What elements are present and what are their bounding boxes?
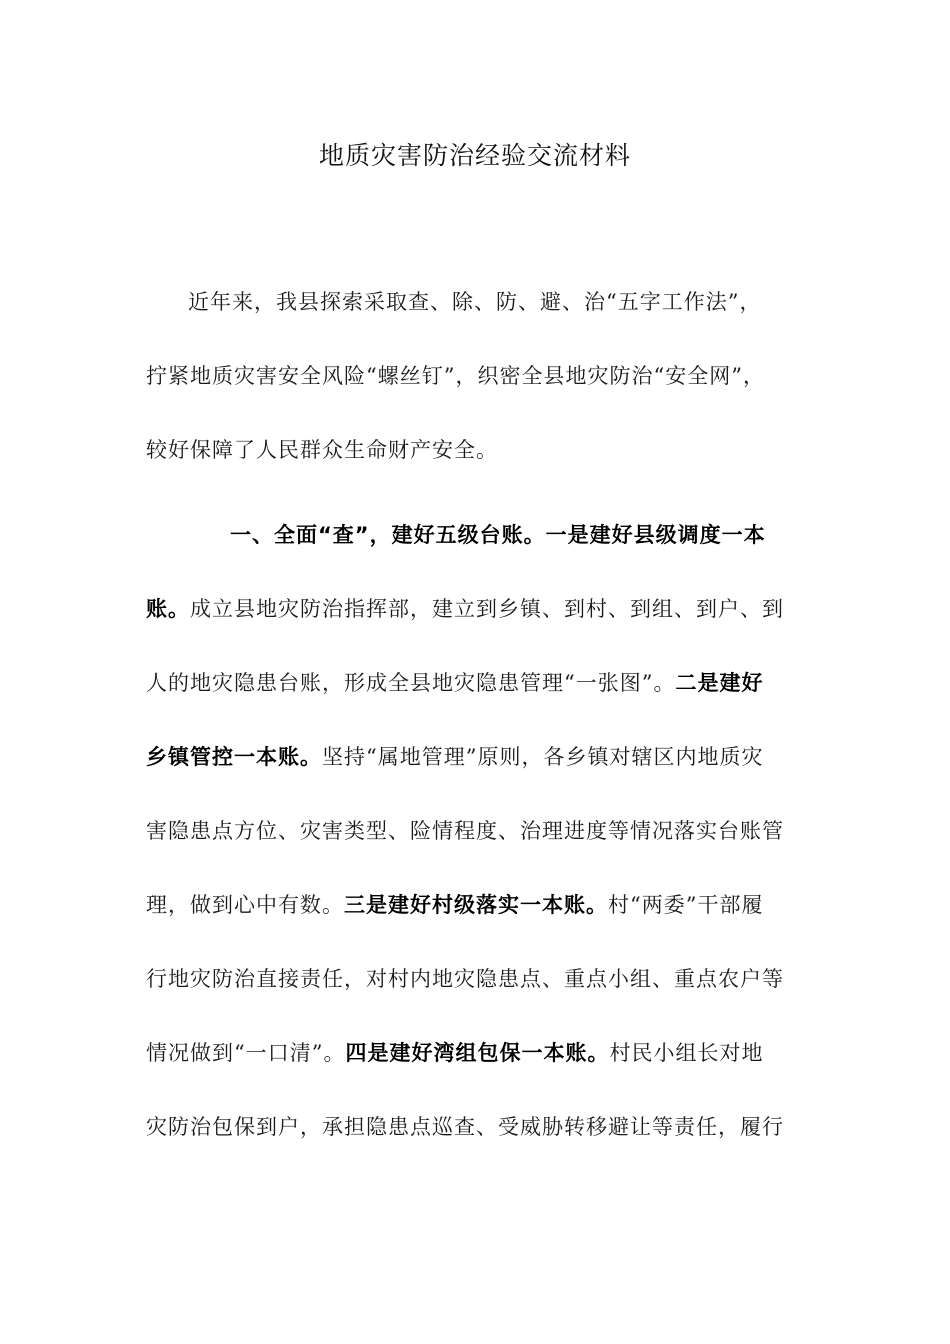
text-run: 理，做到心中有数。 — [146, 893, 344, 917]
section-1-line-4 — [146, 743, 806, 771]
document-title: 地质灾害防治经验交流材料 — [318, 141, 631, 170]
bold-run: 账。 — [146, 597, 190, 621]
section-1-line-1 — [230, 521, 890, 549]
section-1-line-7 — [146, 965, 806, 993]
text-run: 村民小组长对地 — [609, 1041, 764, 1065]
section-1-line-6 — [146, 891, 806, 919]
section-1-heading: 一、全面“查”，建好五级台账。一是建好县级调度一本 — [230, 523, 766, 547]
bold-run: 二是建好 — [675, 671, 764, 695]
text-run: 情况做到“一口清”。 — [146, 1041, 346, 1065]
bold-run: 三是建好村级落实一本账。 — [344, 893, 608, 917]
section-1-line-3 — [146, 669, 806, 697]
intro-line-3: 较好保障了人民群众生命财产安全。 — [146, 438, 498, 462]
intro-line-1: 近年来，我县探索采取查、除、防、避、治“五字工作法”， — [188, 290, 762, 314]
intro-line-2: 拧紧地质灾害安全风险“螺丝钉”，织密全县地灾防治“安全网”， — [146, 364, 765, 388]
section-1-line-8 — [146, 1039, 806, 1067]
bold-run: 四是建好湾组包保一本账。 — [345, 1041, 610, 1065]
text-run: 村“两委”干部履 — [608, 893, 764, 917]
text-run: 行地灾防治直接责任，对村内地灾隐患点、重点小组、重点农户等 — [146, 967, 784, 991]
section-1-line-5 — [146, 817, 806, 845]
text-run: 人的地灾隐患台账，形成全县地灾隐患管理“一张图”。 — [146, 671, 676, 695]
text-run: 成立县地灾防治指挥部，建立到乡镇、到村、到组、到户、到 — [190, 597, 784, 621]
section-1-line-2 — [146, 595, 806, 623]
text-run: 灾防治包保到户，承担隐患点巡查、受威胁转移避让等责任，履行 — [146, 1115, 784, 1139]
bold-run: 乡镇管控一本账。 — [146, 745, 322, 769]
text-run: 害隐患点方位、灾害类型、险情程度、治理进度等情况落实台账管 — [146, 819, 784, 843]
section-1-line-9 — [146, 1113, 806, 1141]
text-run: 坚持“属地管理”原则，各乡镇对辖区内地质灾 — [322, 745, 764, 769]
